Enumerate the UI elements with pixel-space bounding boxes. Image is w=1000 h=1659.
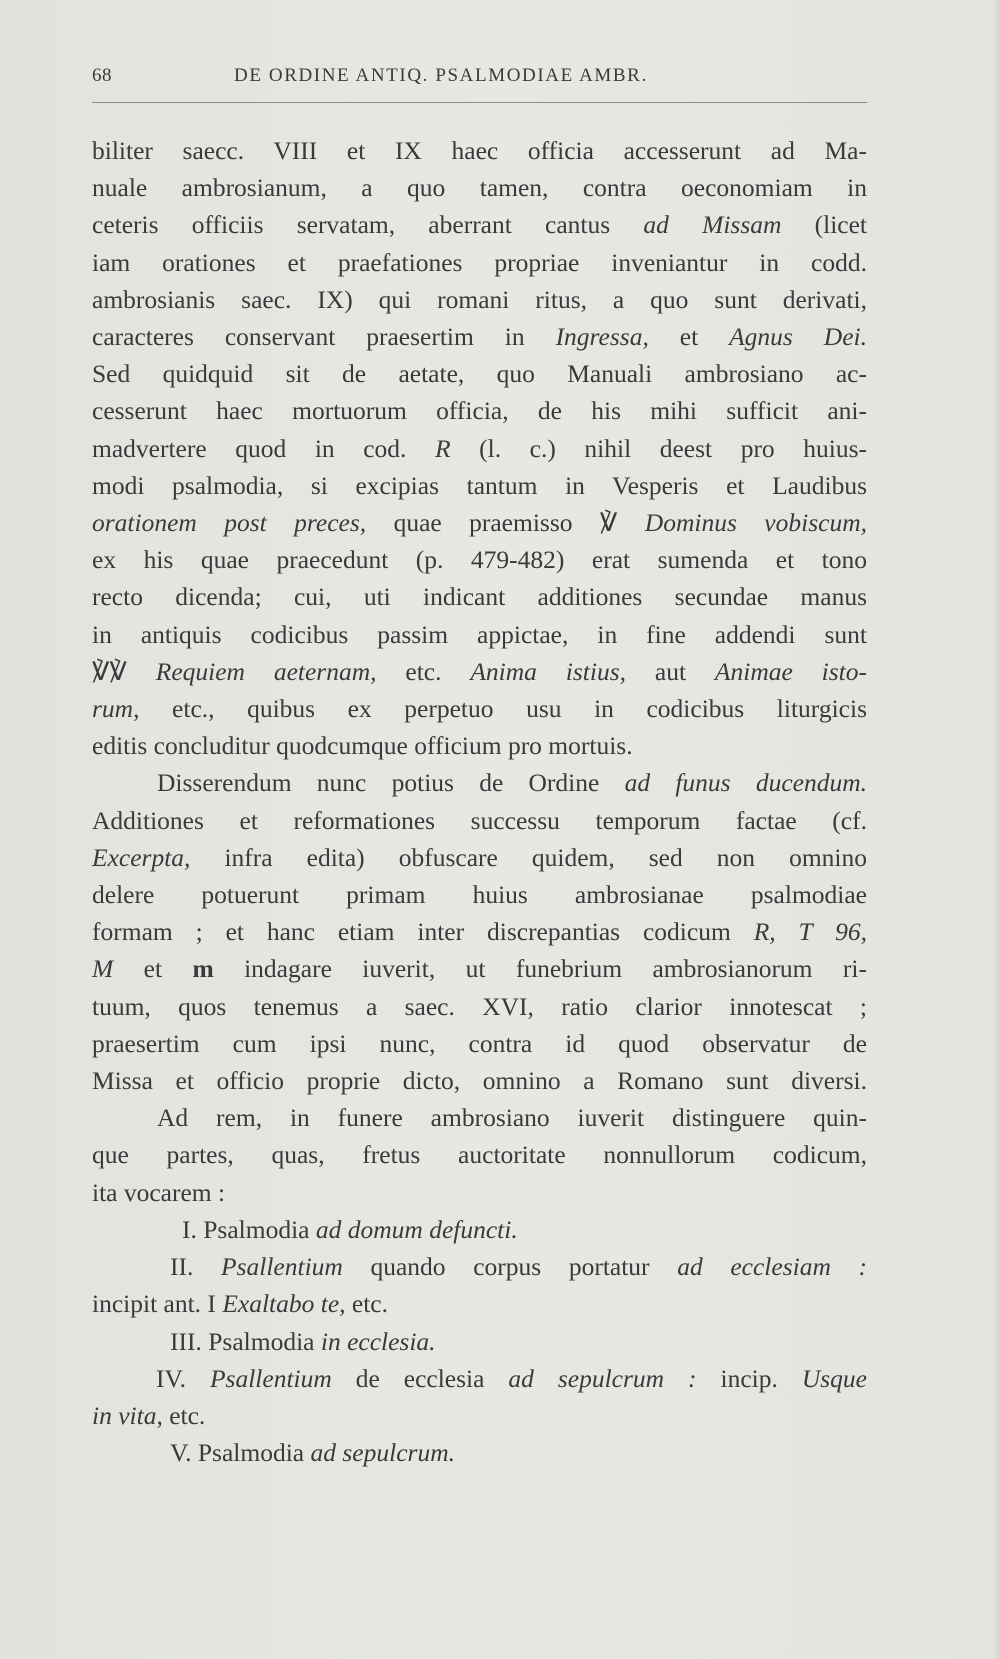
text-line [92,802,867,839]
italic-text: ad sepulcrum. [310,1438,455,1468]
text-run: incipit ant. I [92,1289,223,1319]
running-title: DE ORDINE ANTIQ. PSALMODIAE AMBR. [234,65,648,86]
text-line [92,541,867,578]
text-run: etc. [345,1289,389,1319]
text-run: Ad rem, in funere ambrosiano iuverit distinguere quin- [157,1103,867,1133]
text-line [92,430,867,467]
italic-text: ad ecclesiam : [677,1252,868,1282]
text-run: tuum, quos tenemus a saec. XVI, ratio clarior innotescat ; [92,991,867,1021]
text-run: ita vocarem : [92,1177,226,1207]
italic-text: Excerpta, [92,842,191,872]
italic-text: orationem post preces, [92,508,367,538]
text-run: etc. [162,1400,206,1430]
text-run: editis concluditur quodcumque officium pro mortuis. [92,731,633,761]
text-run: quae praemisso ℣ [366,508,645,538]
italic-text: in ecclesia. [320,1326,436,1356]
italic-text: ad domum defuncti. [315,1214,518,1244]
text-run: II. [170,1252,222,1282]
text-line [92,355,867,392]
text-line [92,318,867,355]
text-line [92,392,867,429]
text-run: III. Psalmodia [170,1326,321,1356]
italic-text: Animae isto- [714,656,867,686]
text-line [92,950,867,987]
text-run: ceteris officiis servatam, aberrant cantus [92,210,644,240]
text-line [92,764,867,801]
text-line [92,1285,867,1322]
bold-siglum: m [192,954,214,984]
text-run: quando corpus portatur [342,1252,678,1282]
italic-text: Psallentium [209,1363,332,1393]
text-run: nuale ambrosianum, a quo tamen, contra oeconomiam in [92,173,867,203]
text-line [92,1323,867,1360]
text-line [92,1136,867,1173]
text-line [92,1025,867,1062]
text-line [92,1397,867,1434]
italic-text: Psallentium [221,1252,343,1282]
text-run: (licet [781,210,868,240]
text-line [92,1062,867,1099]
text-run: iam orationes et praefationes propriae inveniantur in codd. [92,247,867,277]
italic-text: rum, [92,694,140,724]
text-line [92,1434,867,1471]
header-rule [92,102,867,103]
text-run: Sed quidquid sit de aetate, quo Manuali ambrosiano ac- [92,359,867,389]
text-line [92,206,867,243]
text-line [92,839,867,876]
text-line [92,467,867,504]
italic-text: Dominus vobiscum, [644,508,867,538]
text-line [92,244,867,281]
text-run: que partes, quas, fretus auctoritate nonnullorum codicum, [92,1140,867,1170]
text-run: etc., quibus ex perpetuo usu in codicibus liturgicis [139,694,867,724]
text-run: IV. [156,1363,210,1393]
text-run: etc. [376,656,471,686]
body-text [92,132,867,1471]
text-run: incip. [696,1363,802,1393]
text-line [92,913,867,950]
text-run: cesserunt haec mortuorum officia, de his mihi sufficit ani- [92,396,867,426]
text-line [92,690,867,727]
text-line [92,727,867,764]
text-run: modi psalmodia, si excipias tantum in Vesperis et Laudibus [92,470,867,500]
italic-text: in vita, [92,1400,163,1430]
text-run: in antiquis codicibus passim appictae, in fine addendi sunt [92,619,867,649]
text-run: madvertere quod in cod. [92,433,435,463]
italic-text: R, T 96, [753,917,867,947]
text-run: formam ; et hanc etiam inter discrepantias codicum [92,917,754,947]
italic-text: ad sepulcrum : [508,1363,697,1393]
text-run: et [113,954,193,984]
italic-text: ad Missam [643,210,782,240]
text-run: praesertim cum ipsi nunc, contra id quod observatur de [92,1028,867,1058]
text-run: infra edita) obfuscare quidem, sed non omnino [190,842,867,872]
italic-text: R [434,433,451,463]
italic-text: Requiem aeternam, [155,656,377,686]
text-run: ℣℣ [92,656,156,686]
italic-text: Anima istius, [470,656,627,686]
text-run: delere potuerunt primam huius ambrosianae psalmodiae [92,880,867,910]
italic-text: Agnus Dei. [729,322,867,352]
text-run: aut [626,656,715,686]
italic-text: Ingressa, [555,322,649,352]
text-run: ambrosianis saec. IX) qui romani ritus, a quo sunt derivati, [92,284,867,314]
text-line [92,504,867,541]
italic-text: ad funus ducendum. [624,768,867,798]
text-line [92,1174,867,1211]
text-run: V. Psalmodia [170,1438,311,1468]
text-run: et [648,322,730,352]
text-line [92,169,867,206]
text-line [92,988,867,1025]
text-run: biliter saecc. VIII et IX haec officia accesserunt ad Ma- [92,136,867,165]
italic-text: Exaltabo te, [222,1289,346,1319]
text-run: Missa et officio proprie dicto, omnino a Romano sunt diversi. [92,1066,867,1096]
text-line [92,578,867,615]
text-line [92,1360,867,1397]
text-line [92,1099,867,1136]
text-line [92,281,867,318]
italic-text: Usque [801,1363,867,1393]
text-run: Disserendum nunc potius de Ordine [157,768,625,798]
text-run: Additiones et reformationes successu temporum factae (cf. [92,805,867,835]
text-line [92,1248,867,1285]
text-line [92,1211,867,1248]
text-line [92,132,867,169]
text-run: ex his quae praecedunt (p. 479-482) erat sumenda et tono [92,545,867,575]
text-run: recto dicenda; cui, uti indicant additiones secundae manus [92,582,867,612]
page-number: 68 [92,65,112,86]
text-line [92,616,867,653]
text-run: indagare iuverit, ut funebrium ambrosianorum ri- [213,954,867,984]
text-run: de ecclesia [331,1363,509,1393]
running-header [92,62,867,92]
text-line [92,653,867,690]
text-run: I. Psalmodia [182,1214,316,1244]
page-edge [992,0,1000,1659]
text-run: (l. c.) nihil deest pro huius- [450,433,868,463]
italic-text: M [92,954,114,984]
text-line [92,876,867,913]
text-run: caracteres conservant praesertim in [92,322,556,352]
